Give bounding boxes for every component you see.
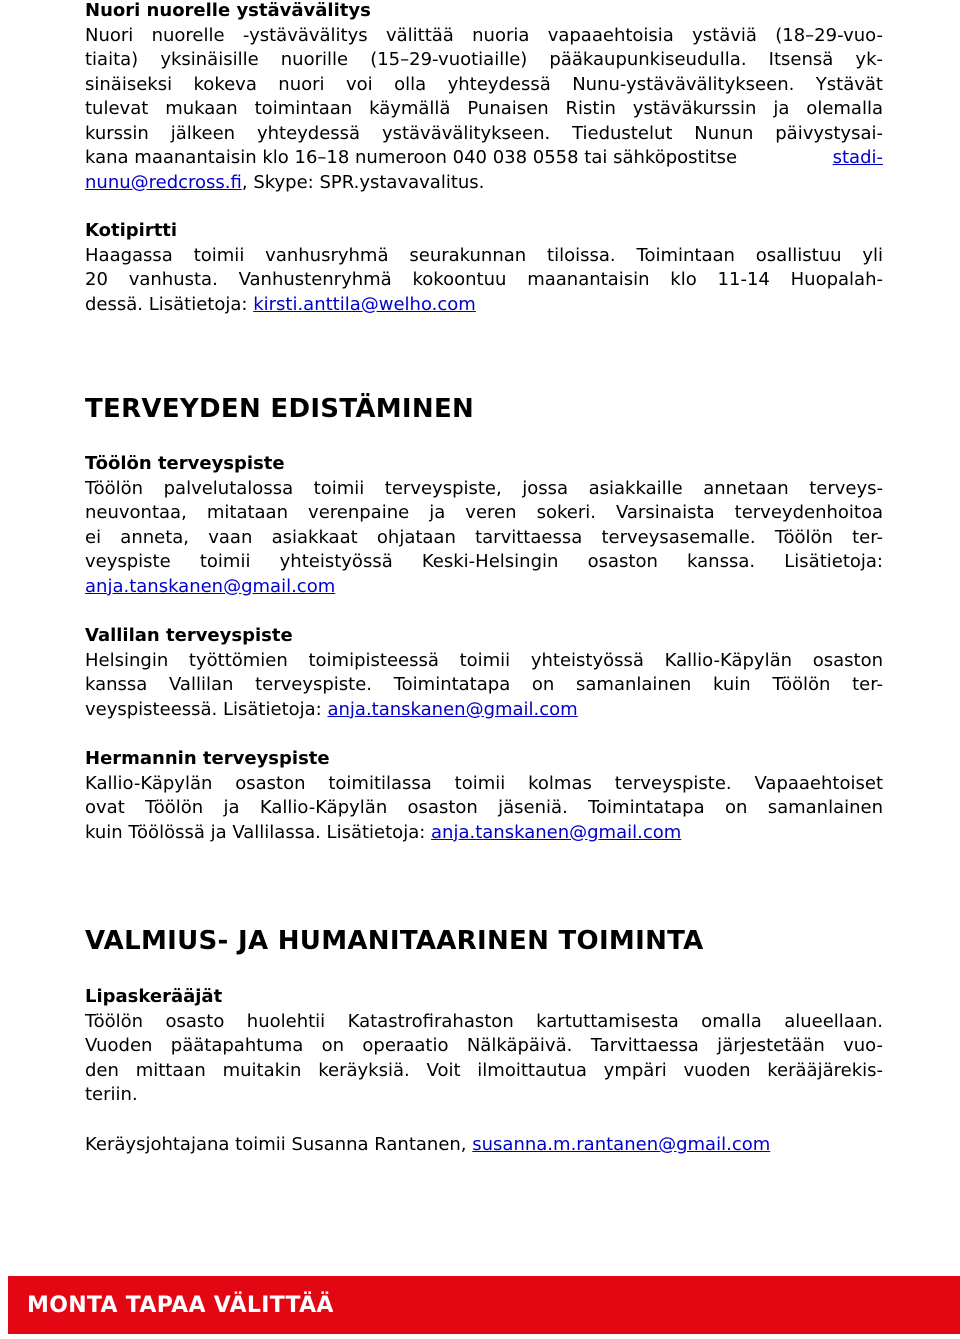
- paragraph-line: den mittaan muitakin keräyksiä. Voit ilmoittautua ympäri vuoden kerääjärekis-: [85, 1059, 883, 1081]
- paragraph-line: ei anneta, vaan asiakkaat ohjataan tarvittaessa terveysasemalle. Töölön ter-: [85, 526, 883, 548]
- paragraph-line: Nuori nuorelle -ystävävälitys välittää nuoria vapaaehtoisia ystäviä (18–29-vuo-: [85, 24, 883, 46]
- paragraph-line: neuvontaa, mitataan verenpaine ja veren sokeri. Varsinaista terveydenhoitoa: [85, 502, 883, 523]
- paragraph-line: teriin.: [85, 1084, 138, 1105]
- paragraph-line: [85, 575, 883, 600]
- page-section-title: TERVEYDEN EDISTÄMINEN: [85, 394, 475, 424]
- footer-slogan: MONTA TAPAA VÄLITTÄÄ: [27, 1293, 334, 1318]
- section-heading: Nuori nuorelle ystävävälitys: [85, 0, 371, 21]
- section-heading: Lipaskerääjät: [85, 986, 223, 1007]
- paragraph-line: 20 vanhusta. Vanhustenryhmä kokoontuu maanantaisin klo 11-14 Huopalah-: [85, 269, 883, 290]
- section-hermanni-health-point: [85, 747, 883, 845]
- paragraph-text: Keräysjohtajana toimii Susanna Rantanen,: [85, 1134, 473, 1155]
- email-link[interactable]: anja.tanskanen@gmail.com: [327, 698, 578, 720]
- section-heading: Kotipirtti: [85, 220, 178, 241]
- paragraph-line: [85, 171, 883, 196]
- email-link[interactable]: kirsti.anttila@welho.com: [253, 293, 476, 315]
- paragraph-line: [85, 146, 883, 171]
- section-vallila-health-point: [85, 624, 883, 722]
- paragraph-line: tiaita) yksinäisille nuorille (15–29-vuotiaille) pääkaupunkiseudulla. Itsensä yk-: [85, 49, 883, 70]
- readiness-title: [85, 925, 883, 957]
- email-link[interactable]: anja.tanskanen@gmail.com: [85, 575, 336, 597]
- paragraph-line: [85, 1133, 883, 1158]
- email-link-part[interactable]: stadi-: [832, 147, 883, 168]
- paragraph-line: sinäiseksi kokeva nuori voi olla yhteydessä Nunu-ystävävälitykseen. Ystävät: [85, 73, 883, 95]
- paragraph-line: veyspiste toimii yhteistyössä Keski-Helsingin osaston kanssa. Lisätietoja:: [85, 551, 883, 572]
- email-link[interactable]: susanna.m.rantanen@gmail.com: [472, 1134, 771, 1155]
- collection-leader: [85, 1133, 883, 1158]
- paragraph-text: kana maanantaisin klo 16–18 numeroon 040 038 0558 tai sähköpostitse: [85, 147, 738, 168]
- paragraph-line: Kallio-Käpylän osaston toimitilassa toimii kolmas terveyspiste. Vapaaehtoiset: [85, 772, 883, 794]
- paragraph-text: , Skype: SPR.ystavavalitus.: [241, 171, 485, 193]
- footer-banner: [8, 1276, 960, 1334]
- section-kotipirtti: [85, 219, 883, 317]
- section-collectors: [85, 985, 883, 1108]
- paragraph-line: ovat Töölön ja Kallio-Käpylän osaston jäseniä. Toimintatapa on samanlainen: [85, 797, 883, 818]
- paragraph-text: kuin Töölössä ja Vallilassa. Lisätietoja:: [85, 821, 432, 843]
- section-heading: Hermannin terveyspiste: [85, 748, 330, 769]
- paragraph-line: [85, 293, 883, 318]
- paragraph-line: kanssa Vallilan terveyspiste. Toimintatapa on samanlainen kuin Töölön ter-: [85, 674, 883, 695]
- health-promotion-title: [85, 393, 883, 425]
- paragraph-line: [85, 698, 883, 723]
- page-section-title: VALMIUS- JA HUMANITAARINEN TOIMINTA: [85, 926, 704, 956]
- paragraph-line: Helsingin työttömien toimipisteessä toimii yhteistyössä Kallio-Käpylän osaston: [85, 649, 883, 671]
- section-toolo-health-point: [85, 452, 883, 599]
- paragraph-line: tulevat mukaan toimintaan käymällä Punaisen Ristin ystäväkurssin ja olemalla: [85, 98, 883, 119]
- paragraph-line: [85, 821, 883, 846]
- section-heading: Vallilan terveyspiste: [85, 625, 293, 646]
- section-heading: Töölön terveyspiste: [85, 453, 285, 474]
- email-link[interactable]: nunu@redcross.fi: [85, 171, 242, 193]
- email-link[interactable]: anja.tanskanen@gmail.com: [431, 821, 682, 843]
- section-friend-mediation: [85, 0, 883, 195]
- paragraph-text: veyspisteessä. Lisätietoja:: [85, 698, 328, 720]
- paragraph-line: Haagassa toimii vanhusryhmä seurakunnan tiloissa. Toimintaan osallistuu yli: [85, 244, 883, 266]
- paragraph-line: kurssin jälkeen yhteydessä ystävävälitykseen. Tiedustelut Nunun päivystysai-: [85, 122, 883, 144]
- paragraph-text: dessä. Lisätietoja:: [85, 293, 254, 315]
- paragraph-line: Töölön osasto huolehtii Katastrofirahaston kartuttamisesta omalla alueellaan.: [85, 1010, 883, 1032]
- paragraph-line: Vuoden päätapahtuma on operaatio Nälkäpäivä. Tarvittaessa järjestetään vuo-: [85, 1035, 883, 1056]
- paragraph-line: Töölön palvelutalossa toimii terveyspiste, jossa asiakkaille annetaan terveys-: [85, 477, 883, 499]
